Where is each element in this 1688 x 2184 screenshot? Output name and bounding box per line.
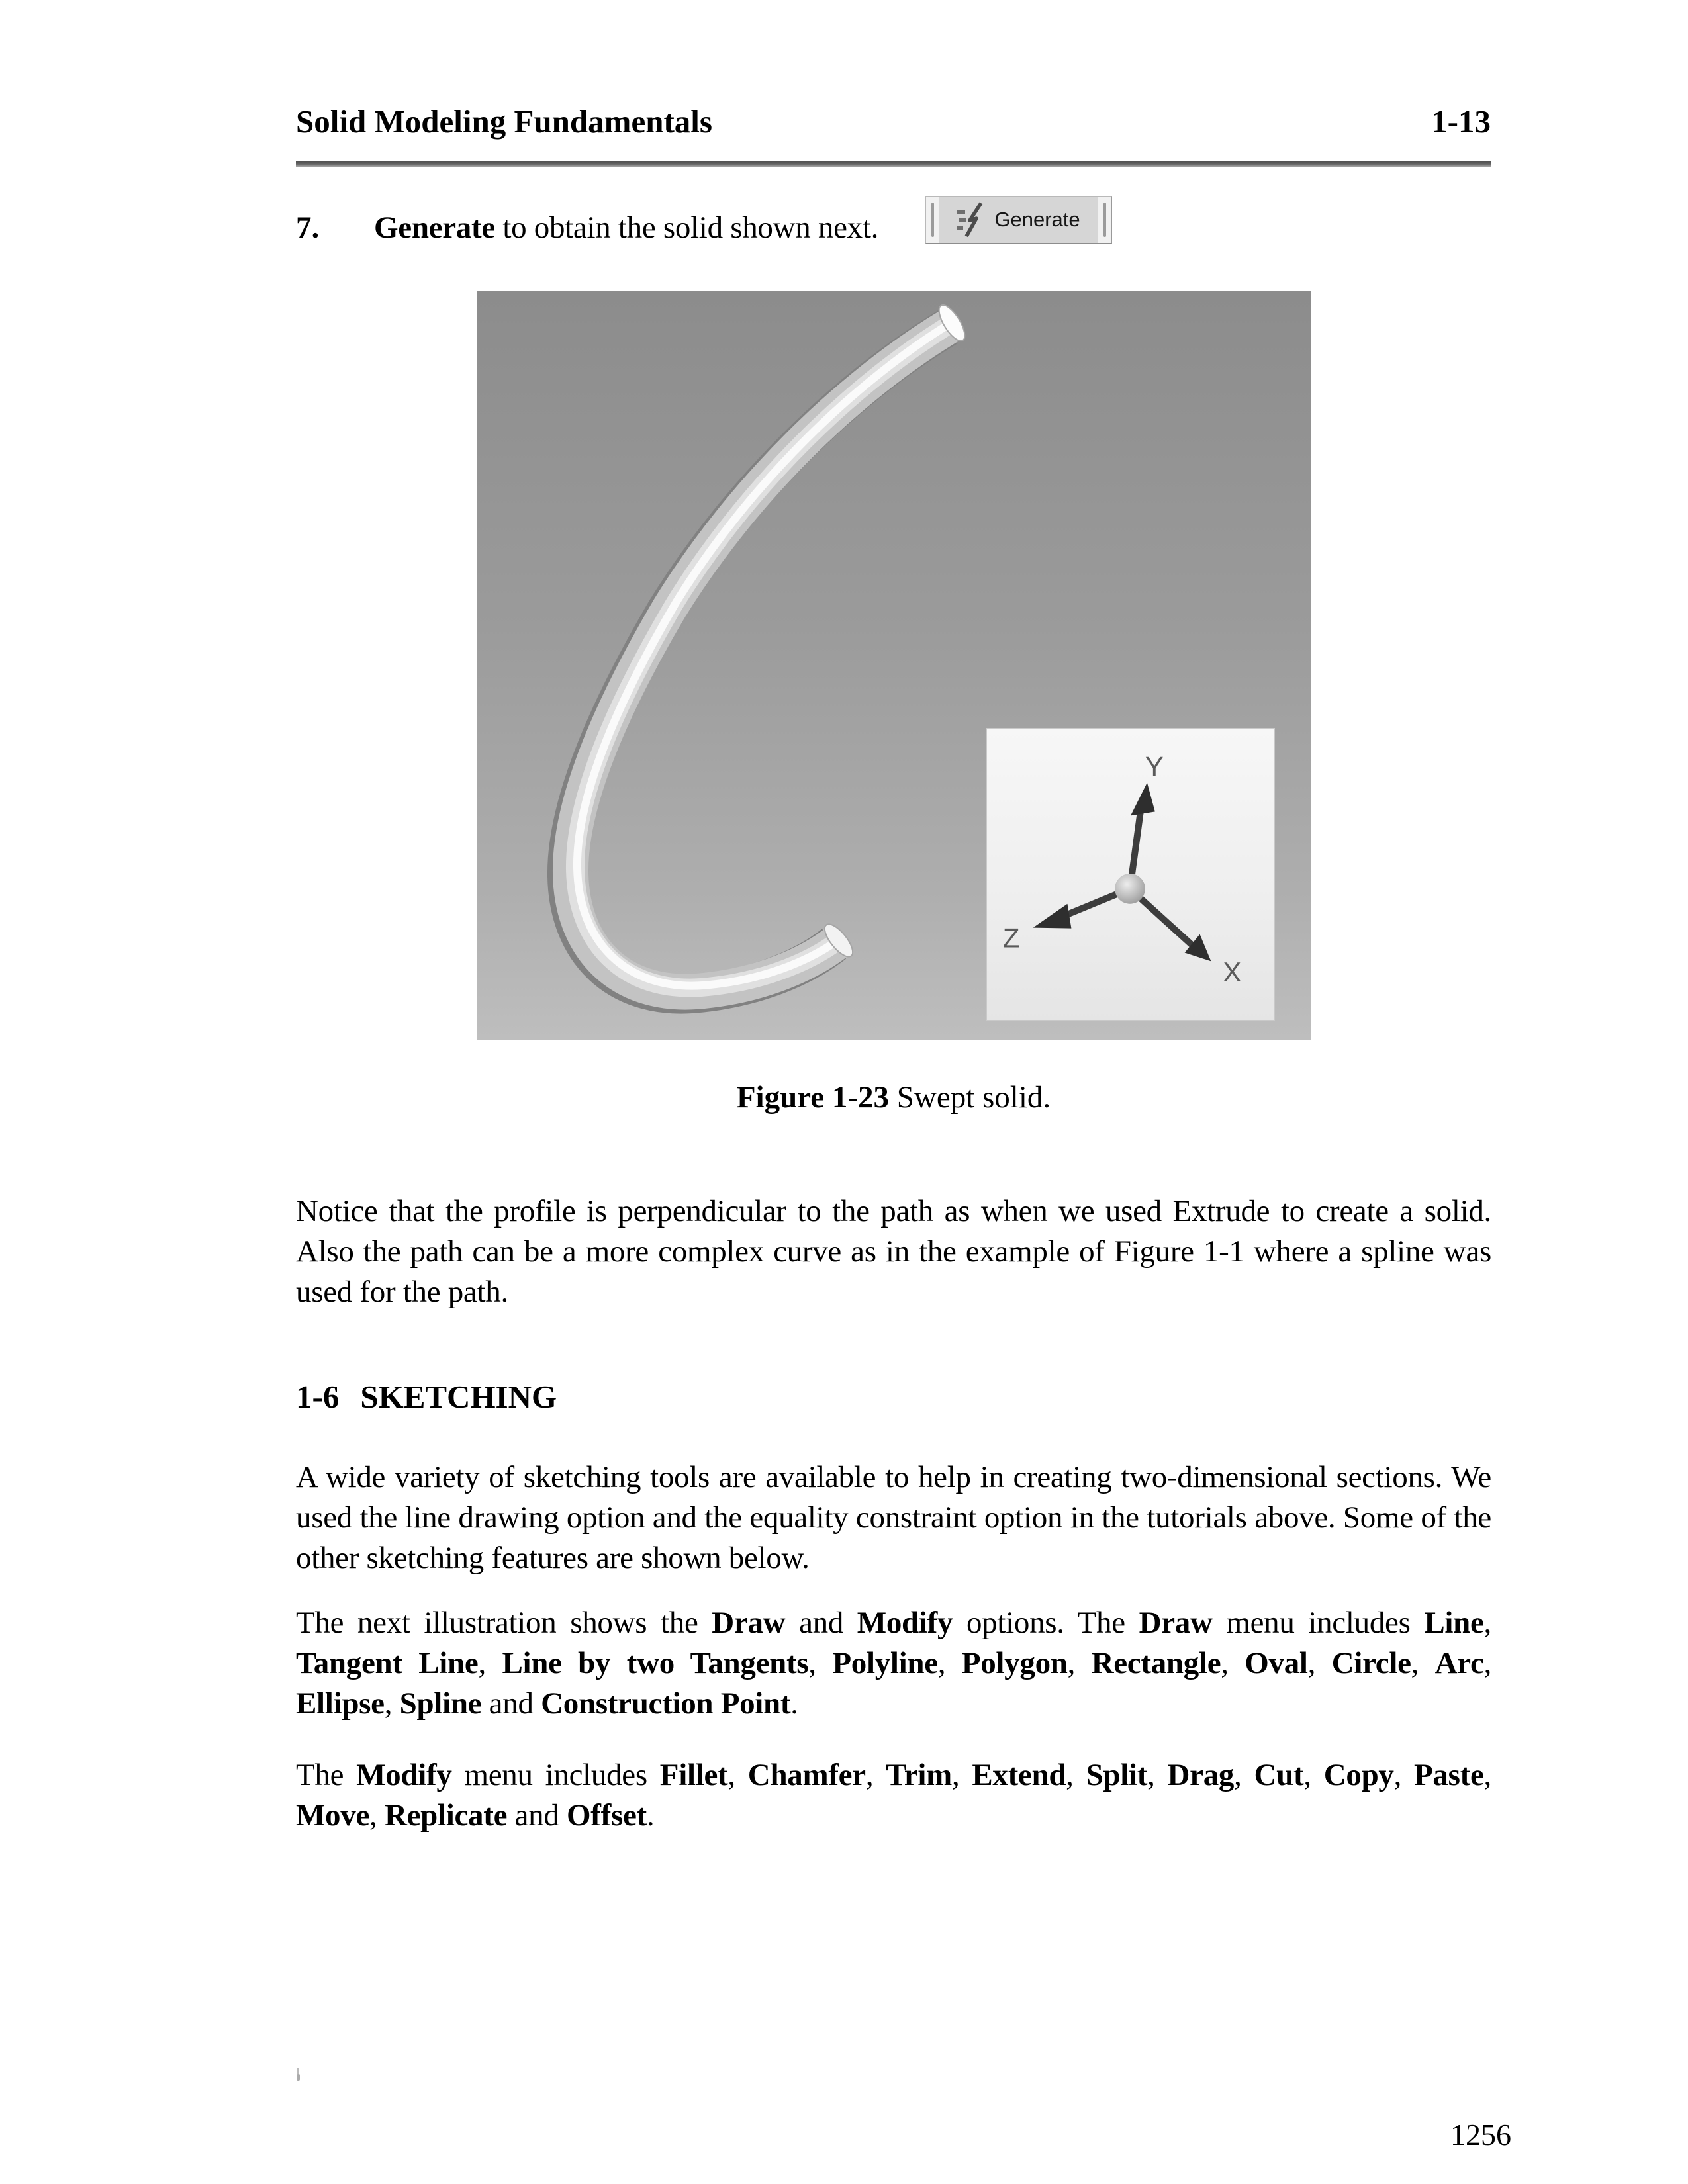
step-text: Generate to obtain the solid shown next. xyxy=(374,210,879,245)
running-header-page-number: 1-13 xyxy=(1431,103,1491,140)
section-title: SKETCHING xyxy=(360,1379,557,1415)
paragraph-draw-menu: The next illustration shows the Draw and Modify options. The Draw menu includes Line, Tangent Line, Line by two Tangents, Polyline, Polygon, Rectangle, Oval, Circle, Arc, Ellipse, Spline and Construction Point. xyxy=(296,1606,1492,1721)
section-number: 1-6 xyxy=(296,1379,340,1415)
axis-label-y: Y xyxy=(1145,751,1164,782)
y-axis-arrowhead xyxy=(1131,783,1155,816)
toolbar-separator-right xyxy=(1103,203,1106,237)
generate-button-label: Generate xyxy=(994,208,1080,231)
generate-button[interactable] xyxy=(925,196,1112,244)
paragraph-modify-menu: The Modify menu includes Fillet, Chamfer, Trim, Extend, Split, Drag, Cut, Copy, Paste, Move, Replicate and Offset. xyxy=(296,1758,1491,1833)
axis-triad xyxy=(987,729,1274,1020)
scan-artifact xyxy=(297,2074,300,2081)
z-axis-arrowhead xyxy=(1033,904,1072,929)
generate-button-face xyxy=(939,197,1098,243)
header-rule xyxy=(296,161,1491,167)
paragraph-notice: Notice that the profile is perpendicular to the path as when we used Extrude to create a solid. Also the path can be a more complex curve as in the example of Figure 1-1 where a spline was used for the path. xyxy=(296,1194,1491,1309)
axis-label-x: X xyxy=(1223,956,1242,988)
model-viewport xyxy=(477,291,1311,1040)
paragraph-sketching: A wide variety of sketching tools are available to help in creating two-dimensional sections. We used the line drawing option and the equality constraint option in the tutorials above. Some of the other sketching features are shown below. xyxy=(296,1460,1491,1575)
running-header-title: Solid Modeling Fundamentals xyxy=(296,103,712,140)
origin-ball xyxy=(1115,874,1145,904)
page-number: 1256 xyxy=(1450,2118,1511,2152)
step-number: 7. xyxy=(296,210,320,245)
section-heading xyxy=(296,1378,557,1416)
figure-caption: Figure 1-23 Swept solid. xyxy=(736,1080,1051,1115)
axis-triad-panel xyxy=(986,728,1275,1021)
toolbar-separator-left xyxy=(931,203,934,237)
lightning-bolt-icon xyxy=(957,202,988,238)
axis-label-z: Z xyxy=(1002,922,1020,954)
